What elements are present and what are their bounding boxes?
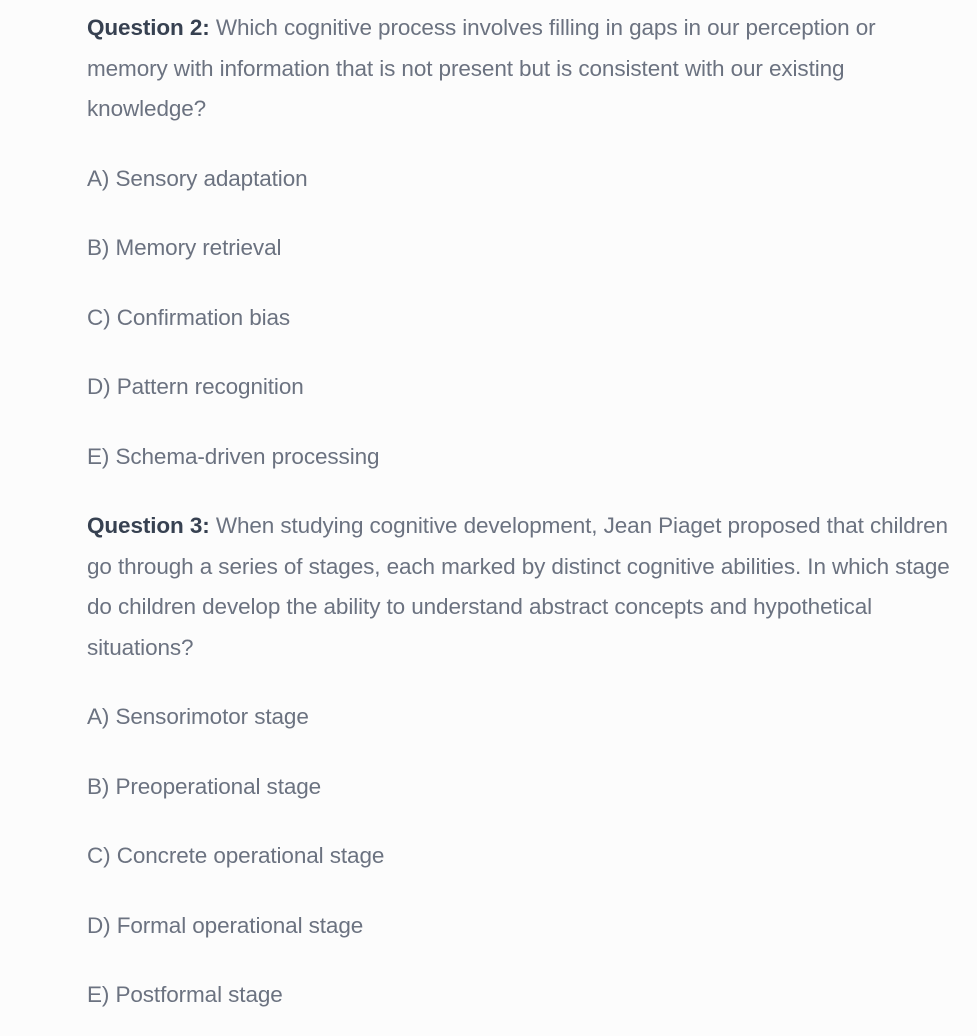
question-3-text: When studying cognitive development, Jean Piaget proposed that children go through a series of stages, each marked by distinct cognitive abilities. In which stage do children develop the ability to understand abstract concepts and hypothetical situations? bbox=[87, 513, 950, 660]
question-3-option-b: B) Preoperational stage bbox=[87, 773, 322, 799]
question-3-option-e: E) Postformal stage bbox=[87, 982, 283, 1007]
question-2-option-e: E) Schema-driven processing bbox=[87, 443, 380, 469]
question-3 bbox=[87, 506, 957, 668]
question-2 bbox=[87, 8, 957, 130]
question-3-option-c: C) Concrete operational stage bbox=[87, 843, 385, 868]
quiz-content bbox=[87, 8, 957, 1016]
question-3-option-d: D) Formal operational stage bbox=[87, 912, 364, 938]
question-2-label: Question 2: bbox=[87, 15, 210, 40]
question-2-option-c: C) Confirmation bias bbox=[87, 304, 291, 330]
question-2-text: Which cognitive process involves filling in gaps in our perception or memory with information that is not present but is consistent with our existing knowledge? bbox=[87, 15, 876, 121]
question-2-option-d: D) Pattern recognition bbox=[87, 374, 304, 399]
question-3-option-a: A) Sensorimotor stage bbox=[87, 704, 309, 729]
question-2-option-a: A) Sensory adaptation bbox=[87, 165, 308, 191]
question-2-option-b: B) Memory retrieval bbox=[87, 235, 282, 260]
question-3-options bbox=[87, 697, 957, 1016]
question-2-options bbox=[87, 159, 957, 478]
question-3-label: Question 3: bbox=[87, 513, 210, 538]
